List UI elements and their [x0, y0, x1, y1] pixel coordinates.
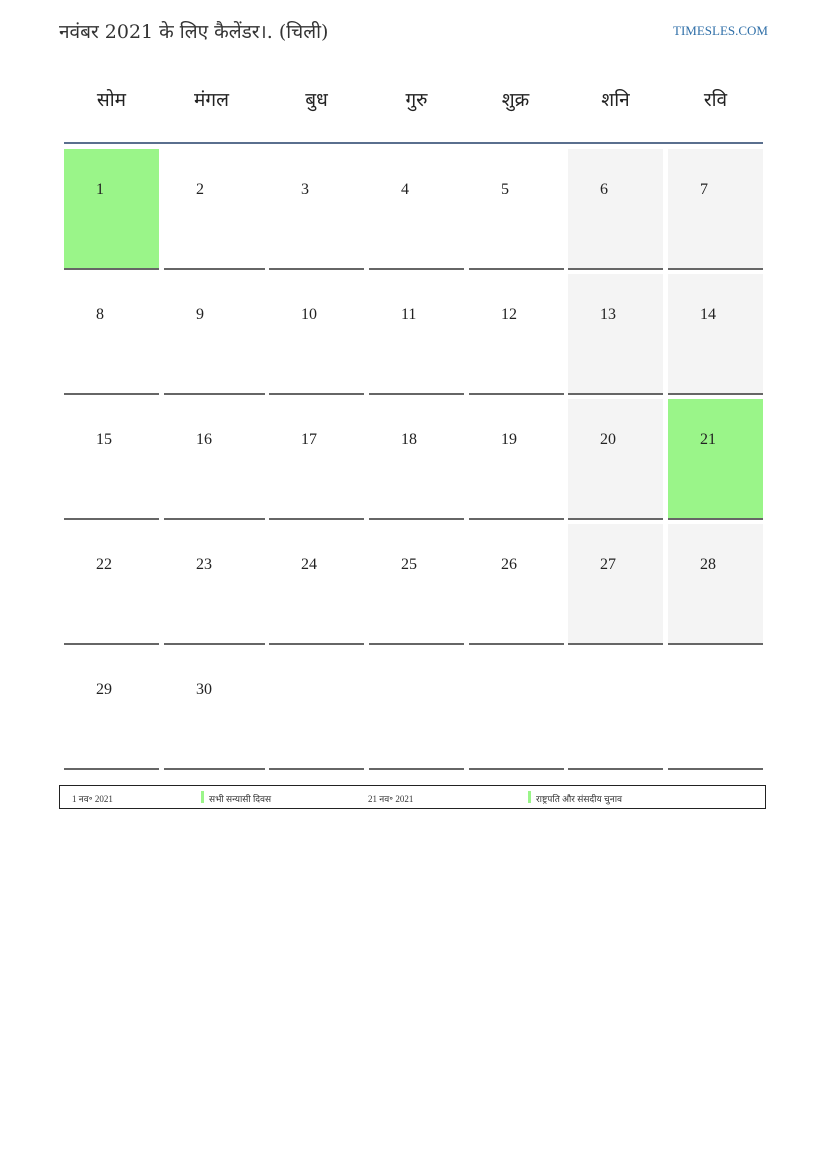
- day-cell-15[interactable]: [64, 399, 159, 520]
- day-cell-29[interactable]: [64, 649, 159, 770]
- legend-color-marker: [528, 791, 531, 803]
- day-cell-1[interactable]: [64, 149, 159, 270]
- day-number: 30: [196, 681, 212, 698]
- day-cell-4[interactable]: [369, 149, 464, 270]
- day-number: 19: [501, 431, 517, 448]
- day-number: 22: [96, 556, 112, 573]
- day-number: 13: [600, 306, 616, 323]
- empty-day-cell: [568, 649, 663, 770]
- day-number: 26: [501, 556, 517, 573]
- day-cell-18[interactable]: [369, 399, 464, 520]
- day-number: 16: [196, 431, 212, 448]
- day-cell-7[interactable]: [668, 149, 763, 270]
- day-cell-6[interactable]: [568, 149, 663, 270]
- day-number: 5: [501, 181, 509, 198]
- empty-day-cell: [369, 649, 464, 770]
- day-cell-23[interactable]: [164, 524, 265, 645]
- day-cell-20[interactable]: [568, 399, 663, 520]
- day-number: 8: [96, 306, 104, 323]
- day-cell-17[interactable]: [269, 399, 364, 520]
- legend-color-marker: [201, 791, 204, 803]
- day-number: 20: [600, 431, 616, 448]
- day-cell-14[interactable]: [668, 274, 763, 395]
- day-number: 17: [301, 431, 317, 448]
- day-cell-30[interactable]: [164, 649, 265, 770]
- page-title: नवंबर 2021 के लिए कैलेंडर।. (चिली): [59, 21, 329, 43]
- weekday-sat: शनि: [601, 89, 630, 111]
- weekday-mon: सोम: [96, 89, 127, 111]
- site-link[interactable]: TIMESLES.COM: [673, 23, 768, 38]
- day-cell-24[interactable]: [269, 524, 364, 645]
- empty-day-cell: [269, 649, 364, 770]
- day-number: 7: [700, 181, 708, 198]
- day-cell-13[interactable]: [568, 274, 663, 395]
- day-cell-27[interactable]: [568, 524, 663, 645]
- legend-name-2: राष्ट्रपति और संसदीय चुनाव: [536, 794, 623, 804]
- holiday-legend: [59, 785, 766, 809]
- day-number: 18: [401, 431, 417, 448]
- day-cell-12[interactable]: [469, 274, 564, 395]
- day-cell-19[interactable]: [469, 399, 564, 520]
- day-cell-11[interactable]: [369, 274, 464, 395]
- day-number: 6: [600, 181, 608, 198]
- day-cell-5[interactable]: [469, 149, 564, 270]
- day-cell-8[interactable]: [64, 274, 159, 395]
- day-number: 12: [501, 306, 517, 323]
- day-number: 4: [401, 181, 409, 198]
- day-number: 1: [96, 181, 104, 198]
- day-number: 23: [196, 556, 212, 573]
- day-cell-21[interactable]: [668, 399, 763, 520]
- empty-day-cell: [469, 649, 564, 770]
- day-number: 14: [700, 306, 716, 323]
- legend-name-1: सभी सन्यासी दिवस: [209, 794, 272, 804]
- day-number: 29: [96, 681, 112, 698]
- weekday-sun: रवि: [703, 89, 728, 111]
- legend-date-1: 1 नव॰ 2021: [72, 794, 113, 804]
- day-number: 10: [301, 306, 317, 323]
- weekday-fri: शुक्र: [501, 89, 530, 111]
- day-cell-3[interactable]: [269, 149, 364, 270]
- weekday-wed: बुध: [305, 89, 328, 111]
- day-cell-28[interactable]: [668, 524, 763, 645]
- day-cell-22[interactable]: [64, 524, 159, 645]
- day-number: 24: [301, 556, 317, 573]
- day-cell-25[interactable]: [369, 524, 464, 645]
- day-number: 2: [196, 181, 204, 198]
- day-cell-9[interactable]: [164, 274, 265, 395]
- weekday-thu: गुरु: [405, 89, 428, 111]
- day-cell-16[interactable]: [164, 399, 265, 520]
- day-number: 15: [96, 431, 112, 448]
- day-cell-2[interactable]: [164, 149, 265, 270]
- day-number: 21: [700, 431, 716, 448]
- day-number: 3: [301, 181, 309, 198]
- day-cell-10[interactable]: [269, 274, 364, 395]
- legend-date-2: 21 नव॰ 2021: [368, 794, 414, 804]
- weekday-tue: मंगल: [194, 89, 229, 111]
- day-number: 11: [401, 306, 417, 323]
- empty-day-cell: [668, 649, 763, 770]
- day-number: 9: [196, 306, 204, 323]
- day-number: 25: [401, 556, 417, 573]
- day-number: 28: [700, 556, 716, 573]
- day-cell-26[interactable]: [469, 524, 564, 645]
- day-number: 27: [600, 556, 616, 573]
